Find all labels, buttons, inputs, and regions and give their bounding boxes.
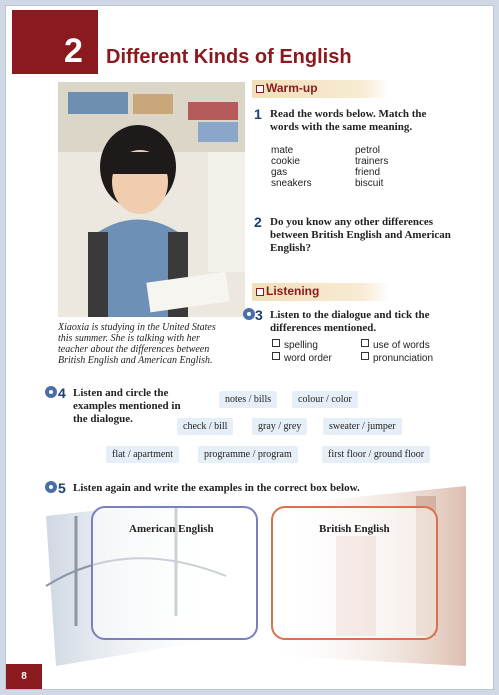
- word-item: gas: [271, 167, 288, 178]
- unit-title: Different Kinds of English: [106, 46, 352, 68]
- question-1-number: 1: [254, 106, 262, 122]
- word-item: friend: [355, 167, 381, 178]
- tick-option-label: word order: [284, 353, 332, 364]
- word-item: mate: [271, 145, 294, 156]
- caption-line: Xiaoxia is studying in the United States: [58, 322, 216, 333]
- checkbox-icon[interactable]: [272, 339, 280, 347]
- question-text-line: between British English and American: [270, 229, 451, 241]
- word-list-left: [271, 145, 312, 189]
- word-item: petrol: [355, 145, 381, 156]
- photo-caption: [58, 322, 248, 366]
- checkbox-icon[interactable]: [272, 352, 280, 360]
- cd-audio-icon[interactable]: [242, 307, 256, 321]
- word-item: biscuit: [355, 178, 384, 189]
- question-text-line: English?: [270, 242, 311, 254]
- unit-number: 2: [64, 32, 83, 70]
- question-text-line: Do you know any other differences: [270, 216, 434, 228]
- textbook-page: [5, 5, 494, 690]
- american-english-title: American English: [129, 523, 214, 535]
- question-5-text: Listen again and write the examples in the correct box below.: [73, 482, 360, 494]
- word-pair-option[interactable]: programme / program: [198, 446, 298, 463]
- british-english-box[interactable]: [271, 506, 438, 640]
- question-1-text: [270, 108, 426, 134]
- word-pair-option[interactable]: first floor / ground floor: [322, 446, 430, 463]
- cd-audio-icon[interactable]: [44, 385, 58, 399]
- tick-option-spelling[interactable]: [272, 339, 318, 351]
- question-2-text: [270, 216, 451, 255]
- warmup-heading: Warm-up: [266, 81, 318, 95]
- word-item: cookie: [271, 156, 300, 167]
- heading-square-icon: [256, 85, 264, 93]
- caption-line: British English and American English.: [58, 355, 213, 366]
- word-pair-option[interactable]: gray / grey: [252, 418, 307, 435]
- heading-square-icon: [256, 288, 264, 296]
- question-4-text: [73, 387, 181, 426]
- unit-number-box: [12, 10, 98, 74]
- question-5-number: 5: [58, 480, 66, 496]
- page-number: 8: [6, 664, 42, 690]
- word-pair-option[interactable]: check / bill: [177, 418, 233, 435]
- listening-heading: Listening: [266, 284, 320, 298]
- question-text-line: Listen to the dialogue and tick the: [270, 309, 430, 321]
- question-text-line: differences mentioned.: [270, 322, 377, 334]
- listening-heading-bar: [252, 283, 389, 301]
- tick-option-use-of-words[interactable]: [361, 339, 430, 351]
- question-3-number: 3: [255, 307, 263, 323]
- word-pair-option[interactable]: colour / color: [292, 391, 358, 408]
- question-text-line: the dialogue.: [73, 413, 133, 425]
- question-4-number: 4: [58, 385, 66, 401]
- word-item: trainers: [355, 156, 389, 167]
- checkbox-icon[interactable]: [361, 339, 369, 347]
- warmup-heading-bar: [252, 80, 389, 98]
- tick-option-word-order[interactable]: [272, 352, 332, 364]
- word-pair-option[interactable]: sweater / jumper: [323, 418, 402, 435]
- tick-option-pronunciation[interactable]: [361, 352, 433, 364]
- question-text-line: words with the same meaning.: [270, 121, 413, 133]
- checkbox-icon[interactable]: [361, 352, 369, 360]
- word-list-right: [355, 145, 388, 189]
- question-text-line: Read the words below. Match the: [270, 108, 427, 120]
- british-english-title: British English: [319, 523, 390, 535]
- question-3-text: [270, 309, 430, 335]
- question-text-line: Listen and circle the: [73, 387, 169, 399]
- word-item: sneakers: [271, 178, 312, 189]
- american-english-box[interactable]: [91, 506, 258, 640]
- tick-option-label: use of words: [373, 340, 430, 351]
- caption-line: this summer. She is talking with her: [58, 333, 200, 344]
- word-pair-option[interactable]: notes / bills: [219, 391, 277, 408]
- tick-option-label: pronunciation: [373, 353, 434, 364]
- question-text-line: examples mentioned in: [73, 400, 181, 412]
- question-2-number: 2: [254, 214, 262, 230]
- tick-option-label: spelling: [284, 340, 318, 351]
- student-photo-illustration: [58, 82, 245, 317]
- word-pair-option[interactable]: flat / apartment: [106, 446, 179, 463]
- caption-line: teacher about the differences between: [58, 344, 210, 355]
- student-photo: [58, 82, 245, 317]
